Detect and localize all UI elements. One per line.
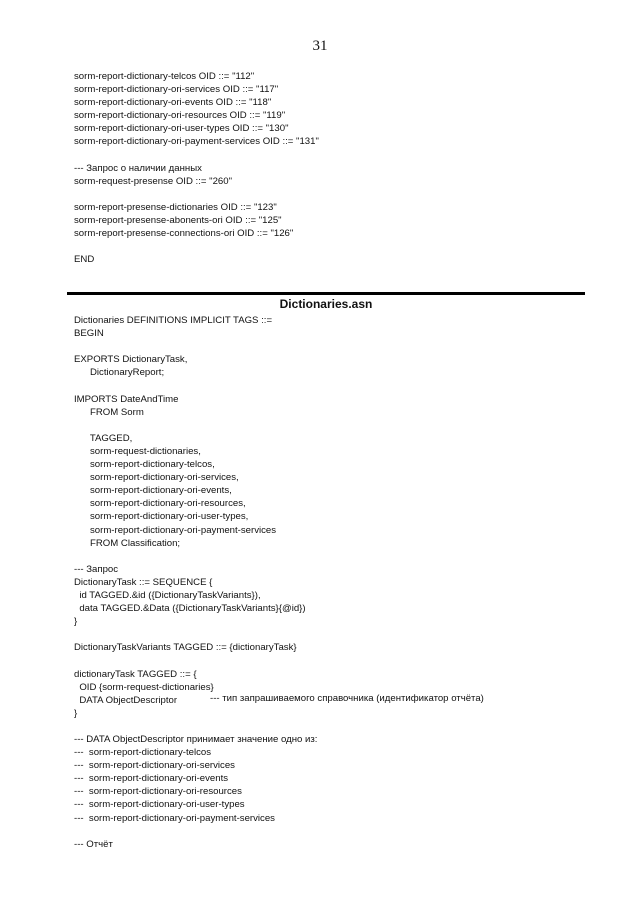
code-line: [74, 340, 317, 353]
code-line: }: [74, 707, 78, 719]
code-line: sorm-report-dictionary-ori-resources,: [74, 498, 246, 510]
code-line: [74, 240, 319, 253]
code-line: [74, 654, 317, 667]
code-line: sorm-report-presense-abonents-ori OID ::= "125": [74, 215, 282, 227]
code-line: --- sorm-report-dictionary-ori-user-types: [74, 799, 245, 811]
section-divider: [67, 292, 585, 295]
section-title: Dictionaries.asn: [279, 297, 373, 311]
code-line: --- Отчёт: [74, 838, 113, 850]
code-line: [74, 149, 319, 162]
code-block-top: [74, 70, 319, 266]
code-line: DATA ObjectDescriptor: [74, 694, 178, 706]
code-line: sorm-report-dictionary-ori-payment-services: [74, 524, 277, 536]
code-line: --- sorm-report-dictionary-ori-services: [74, 760, 235, 772]
code-line: --- sorm-report-dictionary-telcos: [74, 747, 212, 759]
code-line: sorm-report-presense-dictionaries OID ::= "123": [74, 201, 277, 213]
code-line: sorm-request-presense OID ::= "260": [74, 175, 232, 187]
code-line: }: [74, 616, 78, 628]
code-line: --- Запрос о наличии данных: [74, 162, 202, 174]
code-line: sorm-report-dictionary-ori-events OID ::= "118": [74, 97, 272, 109]
code-line: BEGIN: [74, 328, 104, 340]
code-line: [74, 379, 317, 392]
code-line: dictionaryTask TAGGED ::= {: [74, 668, 197, 680]
code-line: FROM Sorm: [74, 406, 144, 418]
code-line: sorm-report-dictionary-ori-user-types,: [74, 511, 249, 523]
code-line: sorm-report-dictionary-ori-user-types OID ::= "130": [74, 123, 289, 135]
code-line: FROM Classification;: [74, 537, 181, 549]
data-descriptor-comment: --- тип запрашиваемого справочника (идентификатор отчёта): [210, 693, 484, 704]
code-line: sorm-report-dictionary-telcos,: [74, 459, 215, 471]
code-line: OID {sorm-request-dictionaries}: [74, 681, 214, 693]
code-line: --- sorm-report-dictionary-ori-resources: [74, 786, 242, 798]
code-line: DictionaryTaskVariants TAGGED ::= {dictionaryTask}: [74, 642, 297, 654]
code-line: IMPORTS DateAndTime: [74, 393, 179, 405]
code-block-dictionaries: [74, 314, 317, 851]
code-line: DictionaryTask ::= SEQUENCE {: [74, 576, 213, 588]
code-line: sorm-report-dictionary-ori-services OID ::= "117": [74, 84, 279, 96]
code-line: END: [74, 254, 95, 266]
code-line: data TAGGED.&Data ({DictionaryTaskVariants}{@id}): [74, 603, 306, 615]
code-line: TAGGED,: [74, 432, 133, 444]
code-line: EXPORTS DictionaryTask,: [74, 354, 188, 366]
code-line: sorm-report-dictionary-ori-resources OID ::= "119": [74, 110, 286, 122]
code-line: sorm-request-dictionaries,: [74, 445, 201, 457]
code-line: sorm-report-presense-connections-ori OID ::= "126": [74, 228, 294, 240]
code-line: [74, 188, 319, 201]
code-line: DictionaryReport;: [74, 367, 165, 379]
code-line: sorm-report-dictionary-ori-payment-services OID ::= "131": [74, 136, 319, 148]
code-line: [74, 419, 317, 432]
page-number: 31: [312, 38, 328, 54]
code-line: sorm-report-dictionary-ori-services,: [74, 472, 239, 484]
code-line: sorm-report-dictionary-telcos OID ::= "112": [74, 71, 255, 82]
code-line: [74, 628, 317, 641]
code-line: --- sorm-report-dictionary-ori-events: [74, 773, 229, 785]
code-line: --- DATA ObjectDescriptor принимает значение одно из:: [74, 734, 318, 745]
code-line: [74, 550, 317, 563]
code-line: [74, 825, 317, 838]
code-line: id TAGGED.&id ({DictionaryTaskVariants}),: [74, 589, 261, 601]
code-line: --- sorm-report-dictionary-ori-payment-services: [74, 812, 275, 824]
code-line: sorm-report-dictionary-ori-events,: [74, 485, 232, 497]
code-line: --- Запрос: [74, 563, 119, 575]
code-line: [74, 720, 317, 733]
code-line: Dictionaries DEFINITIONS IMPLICIT TAGS ::=: [74, 315, 273, 326]
